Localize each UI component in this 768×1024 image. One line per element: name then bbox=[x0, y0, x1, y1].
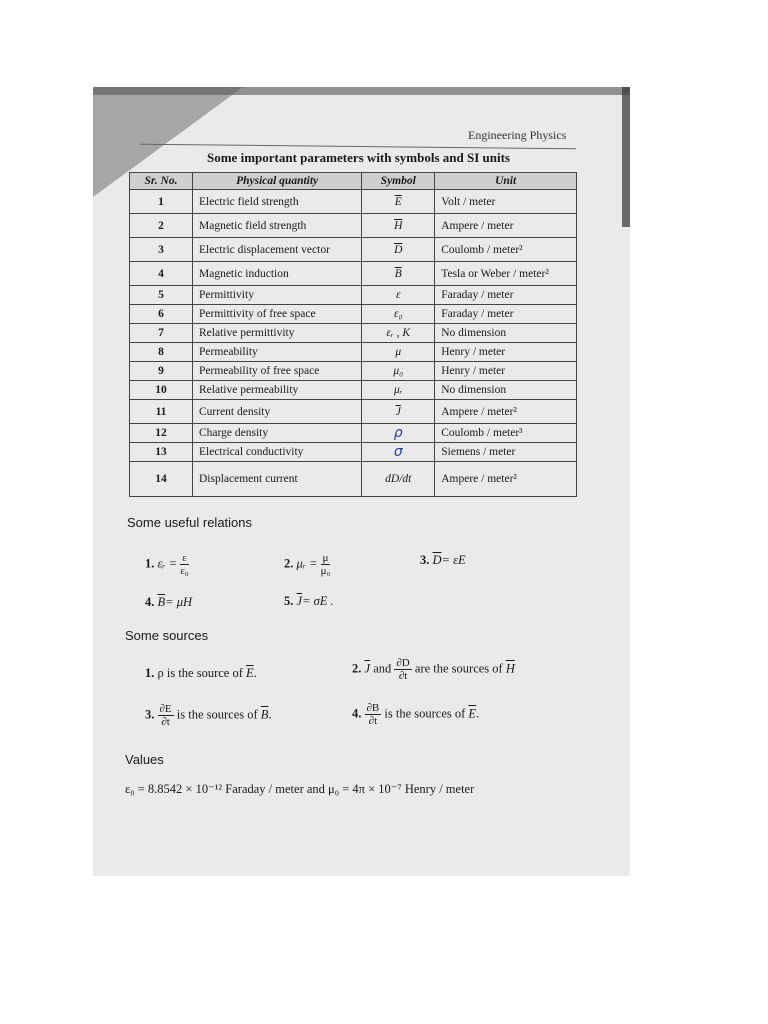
cell-unit: Ampere / meter² bbox=[435, 400, 577, 424]
cell-quantity: Relative permittivity bbox=[193, 324, 362, 343]
source-fraction bbox=[158, 703, 174, 728]
table-row bbox=[130, 343, 577, 362]
cell-unit: Henry / meter bbox=[435, 362, 577, 381]
source-symbol: $\overline{J}$ bbox=[364, 661, 371, 676]
fraction-denominator: μ₀ bbox=[320, 565, 331, 578]
relation-rhs: = εE bbox=[441, 553, 466, 567]
fraction-denominator: ∂t bbox=[398, 670, 408, 683]
cell-unit: Tesla or Weber / meter² bbox=[435, 262, 577, 286]
cell-sr: 7 bbox=[130, 324, 193, 343]
col-physical-quantity: Physical quantity bbox=[193, 173, 362, 190]
cell-quantity: Electric displacement vector bbox=[193, 238, 362, 262]
cell-unit: Henry / meter bbox=[435, 343, 577, 362]
cell-symbol-handwritten: ρ bbox=[362, 424, 435, 443]
relation-lhs: εᵣ = bbox=[157, 556, 178, 571]
relation-rhs: = σE . bbox=[302, 594, 334, 608]
source-symbol: $\overline{E}$ bbox=[468, 706, 477, 721]
cell-unit: Ampere / meter² bbox=[435, 462, 577, 497]
fraction-numerator: ∂E bbox=[159, 703, 172, 715]
table-row bbox=[130, 190, 577, 214]
source-text: is the sources of bbox=[384, 706, 466, 721]
cell-quantity: Permittivity of free space bbox=[193, 305, 362, 324]
relation-number: 1. bbox=[145, 556, 155, 571]
cell-quantity: Electrical conductivity bbox=[193, 443, 362, 462]
relation-number: 4. bbox=[145, 595, 155, 609]
source-end: . bbox=[268, 707, 272, 722]
book-title: Engineering Physics bbox=[468, 128, 567, 142]
cell-symbol: μ₀ bbox=[362, 362, 435, 381]
fraction-numerator: ∂D bbox=[396, 657, 410, 669]
cell-sr: 3 bbox=[130, 238, 193, 262]
cell-sr: 5 bbox=[130, 286, 193, 305]
source-4 bbox=[352, 702, 479, 727]
relation-2 bbox=[284, 552, 330, 577]
cell-unit: Coulomb / meter³ bbox=[435, 424, 577, 443]
cell-unit: Faraday / meter bbox=[435, 305, 577, 324]
cell-sr: 14 bbox=[130, 462, 193, 497]
table-header-row bbox=[130, 173, 577, 190]
relation-number: 3. bbox=[420, 553, 430, 567]
table-row bbox=[130, 286, 577, 305]
top-edge-shadow bbox=[93, 87, 630, 95]
relation-lhs: $\overline{D}$ bbox=[432, 553, 442, 567]
cell-unit: Siemens / meter bbox=[435, 443, 577, 462]
fraction-denominator: ε₀ bbox=[180, 565, 189, 578]
source-text: are the sources of bbox=[414, 661, 503, 676]
col-symbol: Symbol bbox=[362, 173, 435, 190]
fraction-denominator: ∂t bbox=[161, 716, 170, 729]
values-heading: Values bbox=[125, 752, 164, 767]
source-number: 4. bbox=[352, 706, 362, 721]
cell-sr: 9 bbox=[130, 362, 193, 381]
cell-quantity: Permittivity bbox=[193, 286, 362, 305]
relations-heading: Some useful relations bbox=[127, 515, 253, 530]
cell-quantity: Magnetic induction bbox=[193, 262, 362, 286]
cell-sr: 10 bbox=[130, 381, 193, 400]
source-symbol: $\overline{B}$ bbox=[260, 707, 269, 722]
cell-unit: Coulomb / meter² bbox=[435, 238, 577, 262]
sources-heading: Some sources bbox=[125, 628, 209, 643]
cell-quantity: Permeability of free space bbox=[193, 362, 362, 381]
table-row bbox=[130, 400, 577, 424]
table-row bbox=[130, 214, 577, 238]
right-edge-shadow bbox=[622, 87, 630, 227]
relation-3 bbox=[420, 553, 466, 568]
cell-sr: 6 bbox=[130, 305, 193, 324]
relation-lhs: μᵣ = bbox=[296, 556, 318, 571]
cell-quantity: Permeability bbox=[193, 343, 362, 362]
cell-unit: Ampere / meter bbox=[435, 214, 577, 238]
cell-sr: 8 bbox=[130, 343, 193, 362]
cell-sr: 12 bbox=[130, 424, 193, 443]
source-end: . bbox=[476, 706, 480, 721]
values-line: ε₀ = 8.8542 × 10⁻¹² Faraday / meter and μ₀ = 4π × 10⁻⁷ Henry / meter bbox=[125, 782, 475, 796]
cell-sr: 13 bbox=[130, 443, 193, 462]
table-row bbox=[130, 381, 577, 400]
source-number: 1. bbox=[145, 666, 155, 680]
cell-symbol: ε bbox=[362, 286, 435, 305]
cell-sr: 2 bbox=[130, 214, 193, 238]
cell-quantity: Charge density bbox=[193, 424, 362, 443]
source-number: 3. bbox=[145, 707, 155, 722]
source-symbol: $\overline{E}$ bbox=[246, 666, 254, 680]
parameters-table bbox=[129, 172, 577, 497]
table-row bbox=[130, 305, 577, 324]
col-sr-no: Sr. No. bbox=[130, 173, 193, 190]
fraction-numerator: ∂B bbox=[366, 702, 380, 714]
source-end: . bbox=[253, 666, 257, 680]
cell-symbol: μ bbox=[362, 343, 435, 362]
relation-5 bbox=[284, 594, 334, 609]
cell-quantity: Current density bbox=[193, 400, 362, 424]
fraction-denominator: ∂t bbox=[368, 715, 378, 728]
source-text: ρ is the source of bbox=[157, 666, 243, 680]
relation-lhs: $\overline{J}$ bbox=[296, 594, 303, 608]
relation-1 bbox=[145, 552, 189, 577]
cell-symbol-handwritten: σ bbox=[362, 443, 435, 462]
cell-quantity: Relative permeability bbox=[193, 381, 362, 400]
cell-symbol: $\overline{J}$ bbox=[362, 400, 435, 424]
cell-quantity: Electric field strength bbox=[193, 190, 362, 214]
cell-symbol: μᵣ bbox=[362, 381, 435, 400]
table-row bbox=[130, 424, 577, 443]
source-fraction bbox=[365, 702, 382, 727]
relation-rhs: = μH bbox=[165, 595, 193, 609]
table-row bbox=[130, 262, 577, 286]
source-fraction bbox=[394, 657, 411, 682]
source-text: is the sources of bbox=[176, 707, 258, 722]
relation-number: 2. bbox=[284, 556, 294, 571]
table-title: Some important parameters with symbols and SI units bbox=[207, 150, 510, 165]
cell-unit: Faraday / meter bbox=[435, 286, 577, 305]
source-symbol-2: $\overline{H}$ bbox=[505, 661, 515, 676]
source-number: 2. bbox=[352, 661, 362, 676]
fraction-numerator: μ bbox=[322, 552, 329, 564]
cell-symbol: εᵣ , K bbox=[362, 324, 435, 343]
relation-fraction bbox=[321, 552, 331, 577]
relation-lhs: $\overline{B}$ bbox=[157, 595, 166, 609]
cell-sr: 1 bbox=[130, 190, 193, 214]
table-row bbox=[130, 238, 577, 262]
fraction-numerator: ε bbox=[182, 552, 187, 564]
source-1 bbox=[145, 666, 257, 681]
cell-symbol: $\overline{E}$ bbox=[362, 190, 435, 214]
source-3 bbox=[145, 703, 272, 728]
cell-quantity: Magnetic field strength bbox=[193, 214, 362, 238]
cell-sr: 11 bbox=[130, 400, 193, 424]
cell-unit: Volt / meter bbox=[435, 190, 577, 214]
cell-symbol: $\overline{D}$ bbox=[362, 238, 435, 262]
table-row bbox=[130, 362, 577, 381]
relation-fraction bbox=[180, 552, 189, 577]
table-row bbox=[130, 462, 577, 497]
cell-unit: No dimension bbox=[435, 324, 577, 343]
cell-quantity: Displacement current bbox=[193, 462, 362, 497]
relation-4 bbox=[145, 595, 192, 610]
cell-symbol: dD/dt bbox=[362, 462, 435, 497]
cell-sr: 4 bbox=[130, 262, 193, 286]
cell-symbol: $\overline{H}$ bbox=[362, 214, 435, 238]
cell-symbol: ε₀ bbox=[362, 305, 435, 324]
cell-unit: No dimension bbox=[435, 381, 577, 400]
relation-number: 5. bbox=[284, 594, 294, 608]
table-row bbox=[130, 324, 577, 343]
source-2 bbox=[352, 657, 515, 682]
col-unit: Unit bbox=[435, 173, 577, 190]
source-mid: and bbox=[373, 661, 392, 676]
table-row bbox=[130, 443, 577, 462]
cell-symbol: $\overline{B}$ bbox=[362, 262, 435, 286]
